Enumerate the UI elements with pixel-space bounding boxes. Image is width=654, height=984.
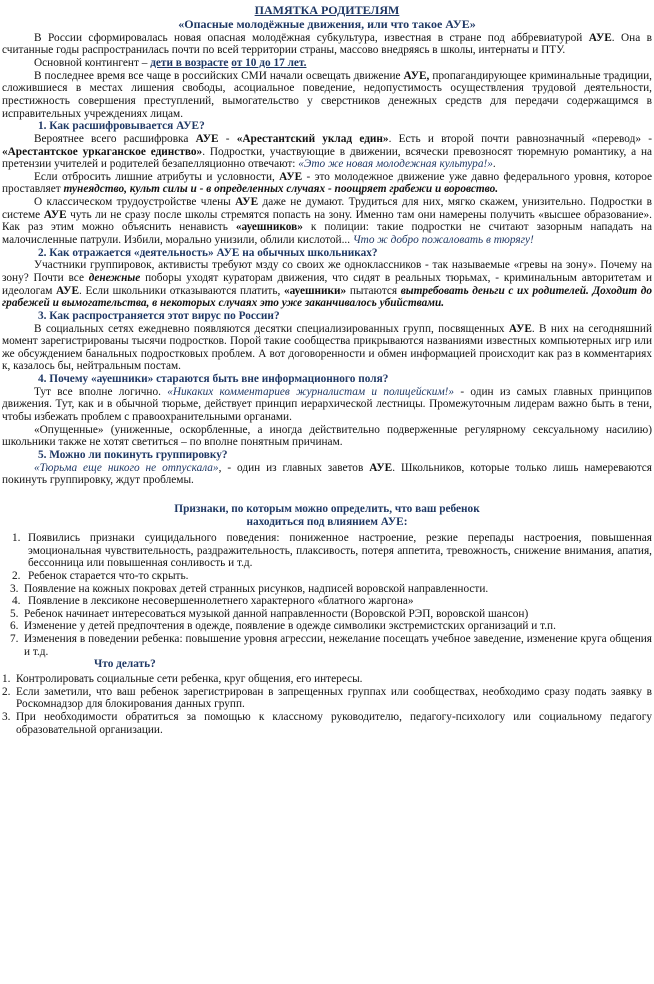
section-3-paragraph-1: В социальных сетях ежедневно появляются десятки специализированных групп, посвященных АУЕ. В них на сегодняшний момент зарегистрированы тысячи подростков. Порой такие сообщества прикрываются названиями известных компьютерных игр или же обсуждением банальных подростковых проблем. А вот договоренности и обмен информацией происходит как раз в комментариях к, казалось бы, нейтральным постам.	[2, 322, 652, 373]
list-item: 3. Появление на кожных покровах детей странных рисунков, надписей воровской направленности.	[10, 582, 489, 595]
section-heading-4: 4. Почему «ауешники» стараются быть вне информационного поля?	[38, 373, 389, 386]
list-item: 2. Ребенок старается что-то скрыть.	[12, 569, 189, 582]
list-item: 1. Контролировать социальные сети ребенка, круг общения, его интересы.	[2, 672, 363, 685]
list-item: 7. Изменения в поведении ребенка: повышение уровня агрессии, нежелание посещать учебное заведение, изменение круга общения и т.д.	[10, 633, 652, 658]
list-item: 2. Если заметили, что ваш ребенок зарегистрирован в запрещенных группах или сообществах, необходимо сразу подать заявку в Роскомнадзор для блокирования данных групп.	[2, 685, 652, 711]
section-heading-3: 3. Как распространяется этот вирус по России?	[38, 309, 280, 322]
list-item: 3. При необходимости обратиться за помощью к классному руководителю, педагогу-психологу или социальному педагогу образовательной организации.	[2, 710, 652, 736]
actions-list	[2, 673, 652, 736]
section-1-paragraph-2: Если отбросить лишние атрибуты и условности, АУЕ - это молодежное движение уже давно федерального уровня, которое проставляет тунеядство, культ силы и - в определенных случаях - поощряет грабежи и воровство.	[2, 170, 652, 196]
section-heading-1: 1. Как расшифровывается АУЕ?	[38, 120, 205, 133]
section-4-paragraph-2: «Опущенные» (униженные, оскорбленные, а иногда действительно подверженные регулярному сексуальному насилию) школьники также не хотят светиться – по вполне понятным причинам.	[2, 423, 652, 449]
memo-document	[2, 0, 652, 736]
section-5-paragraph-1: «Тюрьма еще никого не отпускала», - один из главных заветов АУЕ. Школьников, которые только лишь намереваются покинуть группировку, ждут проблемы.	[2, 461, 652, 487]
signs-heading: Признаки, по которым можно определить, что ваш ребенок находиться под влиянием АУЕ:	[174, 502, 480, 529]
list-item: 1. Появились признаки суицидального поведения: пониженное настроение, резкие перепады настроения, повышенная эмоциональная чувствительность, раздражительность, плаксивость, потеря аппетита, тревожность, снижение внимания, апатия, бессонница или повышенная сонливость и т.д.	[12, 531, 652, 570]
section-heading-2: 2. Как отражается «деятельность» АУЕ на обычных школьниках?	[38, 246, 378, 259]
list-item: 5. Ребенок начинает интересоваться музыкой данной направленности (Воровской РЭП, воровской шансон)	[10, 607, 529, 620]
section-heading-5: 5. Можно ли покинуть группировку?	[38, 448, 228, 461]
intro-paragraph-2: Основной контингент – дети в возрасте от 10 до 17 лет.	[34, 57, 307, 70]
section-2-paragraph-1: Участники группировок, активисты требуют мзду со своих же одноклассников - так называемые «гревы на зону». Почему на зону? Почти все денежные поборы уходят кураторам движения, что сидят в реальных тюрьмах, - криминальным авторитетам и идеологам АУЕ. Если школьники отказываются платить, «ауешники» пытаются вытребовать деньги с их родителей. Доходит до грабежей и вымогательства, в некоторых случаях это уже заканчивалось убийствами.	[2, 259, 653, 310]
section-1-paragraph-3: О классическом трудоустройстве члены АУЕ даже не думают. Трудиться для них, мягко скажем, унизительно. Подростки в системе АУЕ чуть ли не сразу после школы стремятся попасть на зону. Именно там они намерены получить «высшее образование». Как раз этим можно объяснить ненависть «ауешников» к полиции: такие подростки не считают зазорным нападать на малочисленные патрули. Избили, морально унизили, облили кислотой... Что ж добро пожаловать в тюрягу!	[2, 196, 653, 247]
intro-paragraph-3: В последнее время все чаще в российских СМИ начали освещать движение АУЕ, пропагандирующее криминальные традиции, сложившиеся в местах лишения свободы, асоциальное поведение, недопустимость осуществления трудовой деятельности, престижность совершения преступлений, вымогательство у сверстников денежных средств для передачи содержащимся в исправительных учреждениях лицам.	[2, 69, 652, 120]
list-item: 6. Изменение у детей предпочтения в одежде, появление в одежде символики экстремистских организаций и т.п.	[10, 620, 556, 633]
section-4-paragraph-1: Тут все вполне логично. «Никаких комментариев журналистам и полицейским!» - один из самых главных принципов движения. Тут, как и в обычной тюрьме, действует принцип иерархической лестницы. Промежуточным лидерам важно быть в тени, чтобы избежать проблем с правоохранительными органами.	[2, 385, 652, 423]
page-subtitle: «Опасные молодёжные движения, или что такое АУЕ»	[178, 17, 476, 32]
actions-heading: Что делать?	[94, 658, 156, 671]
page-title: ПАМЯТКА РОДИТЕЛЯМ	[254, 3, 400, 17]
list-item: 4. Появление в лексиконе несовершеннолетнего характерного «блатного жаргона»	[12, 595, 414, 608]
intro-paragraph-1: В России сформировалась новая опасная молодёжная субкультура, известная в стране под аббревиатурой АУЕ. Она в считанные годы распространилась почти по всей территории страны, массово внедряясь в школы, интернаты и ПТУ.	[2, 31, 652, 57]
section-1-paragraph-1: Вероятнее всего расшифровка АУЕ - «Арестантский уклад един». Есть и второй почти равнозначный «перевод» - «Арестантское уркаганское единство». Подростки, участвующие в движении, всячески превозносят тюремную романтику, а на претензии учителей и родителей безапелляционно отвечают: «Это же новая молодежная культура!».	[2, 132, 653, 171]
signs-list	[2, 532, 652, 658]
